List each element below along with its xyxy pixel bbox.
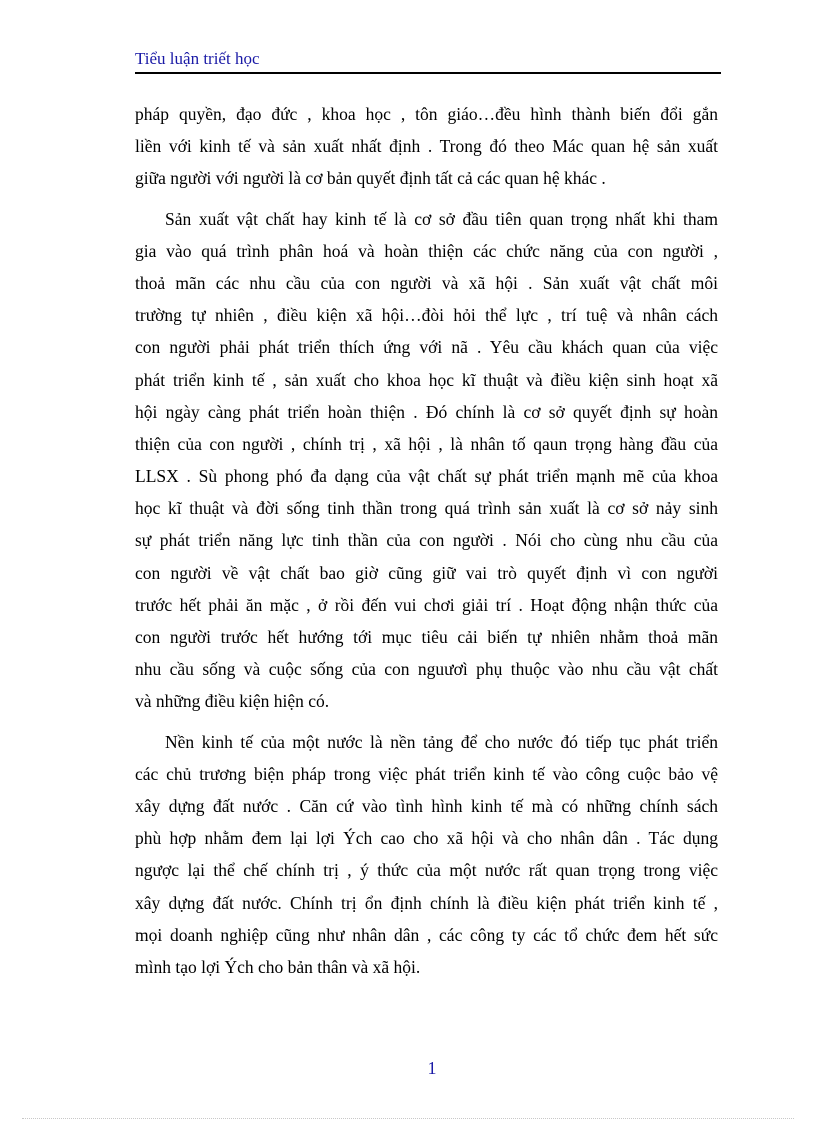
header-title: Tiểu luận triết học (135, 49, 260, 68)
text-line: pháp quyền, đạo đức , khoa học , tôn giáo…đều hình thành biến đổi gắn (135, 104, 718, 124)
text-line: Sản xuất vật chất hay kinh tế là cơ sở đầu tiên quan trọng nhất khi tham (165, 208, 718, 229)
text-line: mình tạo lợi Ých cho bản thân và xã hội. (135, 956, 421, 977)
text-line: liền với kinh tế và sản xuất nhất định . Trong đó theo Mác quan hệ sản xuất (135, 136, 718, 157)
text-line: con người trước hết hướng tới mục tiêu cải biến tự nhiên nhằm thoả mãn (135, 627, 718, 647)
page-bottom-border (22, 1118, 794, 1119)
paragraph-2 (135, 203, 718, 718)
text-line: và những điều kiện hiện có. (135, 691, 330, 712)
text-line: sự phát triển năng lực tinh thần của con người . Nói cho cùng nhu cầu của (135, 530, 718, 551)
text-line: xây dựng đất nước. Chính trị ổn định chính là điều kiện phát triển kinh tế , (135, 892, 718, 913)
text-line: phù hợp nhằm đem lại lợi Ých cao cho xã hội và cho nhân dân . Tác dụng (135, 828, 718, 849)
text-line: mọi doanh nghiệp cũng như nhân dân , các công ty các tổ chức đem hết sức (135, 924, 718, 945)
text-line: ngược lại thể chế chính trị , ý thức của một nước rất quan trọng trong việc (135, 860, 718, 881)
text-line: LLSX . Sù phong phó đa dạng của vật chất sự phát triển mạnh mẽ của khoa (135, 466, 718, 487)
text-line: phát triển kinh tế , sản xuất cho khoa học kĩ thuật và điều kiện sinh hoạt xã (135, 369, 718, 390)
paragraph-3 (135, 726, 718, 984)
text-line: giữa người với người là cơ bản quyết định tất cả các quan hệ khác . (135, 168, 606, 189)
text-line: con người về vật chất bao giờ cũng giữ vai trò quyết định vì con người (135, 562, 718, 583)
text-line: học kĩ thuật và đời sống tinh thần trong quá trình sản xuất là cơ sở nảy sinh (135, 498, 718, 519)
text-line: trường tự nhiên , điều kiện xã hội…đòi hỏi thể lực , trí tuệ và nhân cách (135, 305, 718, 326)
text-line: xây dựng đất nước . Căn cứ vào tình hình kinh tế mà có những chính sách (135, 795, 718, 816)
text-line: hội ngày càng phát triển hoàn thiện . Đó chính là cơ sở quyết định sự hoàn (135, 401, 718, 422)
text-line: nhu cầu sống và cuộc sống của con nguươì phụ thuộc vào nhu cầu vật chất (135, 659, 718, 680)
text-line: thiện của con người , chính trị , xã hội , là nhân tố qaun trọng hàng đầu của (135, 433, 718, 454)
page-number: 1 (427, 1058, 437, 1078)
paragraph-1 (135, 98, 718, 195)
text-line: thoả mãn các nhu cầu của con người và xã hội . Sản xuất vật chất môi (135, 272, 718, 293)
text-line: các chủ trương biện pháp trong việc phát triển kinh tế vào công cuộc bảo vệ (135, 763, 718, 784)
text-line: Nền kinh tế của một nước là nền tảng để cho nước đó tiếp tục phát triển (165, 731, 718, 752)
document-body (135, 98, 718, 983)
paragraph-spacing (135, 195, 718, 203)
text-line: con người phải phát triển thích ứng với nã . Yêu cầu khách quan của việc (135, 337, 718, 358)
paragraph-spacing (135, 718, 718, 726)
page-header (135, 48, 721, 74)
text-line: gia vào quá trình phân hoá và hoàn thiện các chức năng của con người , (135, 240, 718, 261)
text-line: trước hết phải ăn mặc , ở rồi đến vui chơi giải trí . Hoạt động nhận thức của (135, 594, 718, 615)
